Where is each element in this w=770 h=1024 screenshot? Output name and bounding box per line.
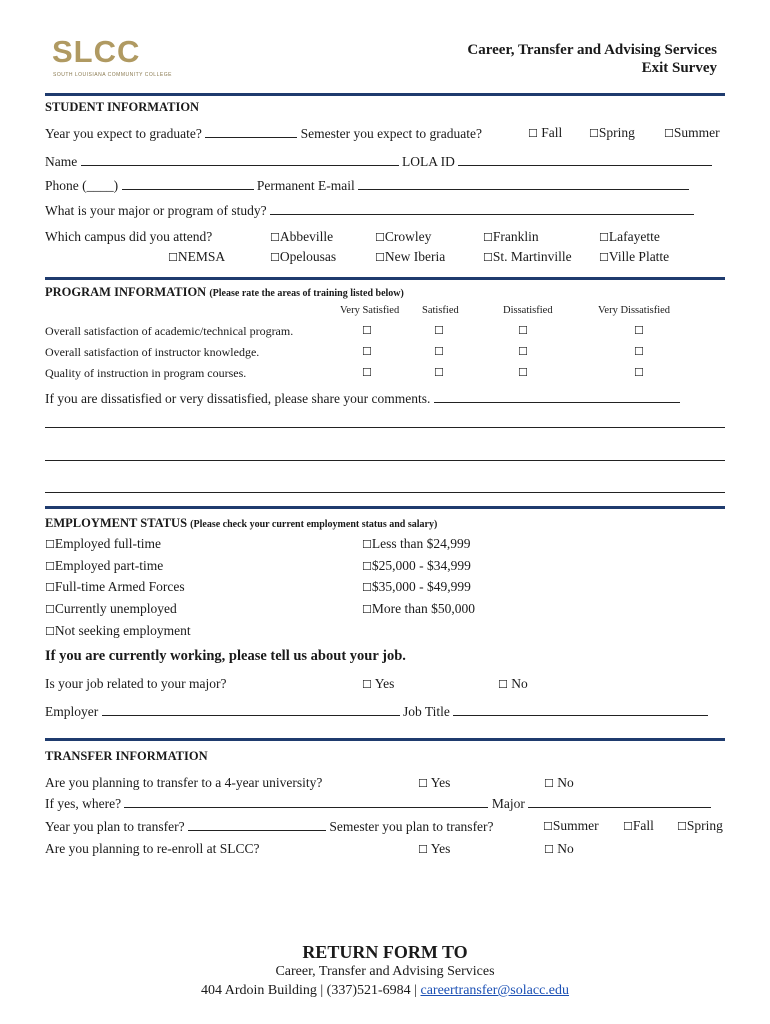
graduation-year-field[interactable]: [205, 125, 297, 138]
status-option[interactable]: ☐Full-time Armed Forces: [45, 579, 185, 594]
rating-checkbox[interactable]: ☐: [634, 324, 644, 337]
rating-checkbox[interactable]: ☐: [362, 324, 372, 337]
rating-checkbox[interactable]: ☐: [434, 324, 444, 337]
comments-line[interactable]: [45, 492, 725, 493]
transfer-yes[interactable]: ☐ Yes: [418, 775, 451, 790]
checkbox-icon[interactable]: ☐: [362, 678, 372, 691]
reenroll-no[interactable]: ☐ No: [544, 841, 574, 856]
grad-fall-option[interactable]: ☐ Fall: [528, 125, 563, 140]
lola-label: LOLA ID: [401, 154, 455, 169]
transfer-major-label: Major: [491, 796, 525, 811]
checkbox-icon[interactable]: ☐: [418, 777, 428, 790]
checkbox-icon[interactable]: ☐: [599, 231, 609, 244]
rating-checkbox[interactable]: ☐: [362, 366, 372, 379]
email-field[interactable]: [358, 177, 689, 190]
checkbox-icon[interactable]: ☐: [45, 538, 55, 551]
status-option[interactable]: ☐Employed full-time: [45, 536, 161, 551]
form-title: Career, Transfer and Advising Services: [467, 42, 717, 58]
divider: [45, 506, 725, 509]
phone-row: [45, 177, 689, 194]
status-option[interactable]: ☐Currently unemployed: [45, 601, 177, 616]
checkbox-icon[interactable]: ☐: [362, 560, 372, 573]
program-section-heading: PROGRAM INFORMATION (Please rate the areas of training listed below): [45, 285, 404, 299]
name-field[interactable]: [81, 153, 399, 166]
name-row: [45, 153, 712, 170]
checkbox-icon[interactable]: ☐: [45, 625, 55, 638]
column-header: Satisfied: [422, 305, 459, 316]
where-field[interactable]: [124, 795, 488, 808]
checkbox-icon[interactable]: ☐: [362, 603, 372, 616]
transfer-where-row: [45, 795, 711, 812]
return-title: RETURN FORM TO: [302, 942, 468, 962]
campus-option[interactable]: ☐NEMSA: [168, 249, 226, 264]
checkbox-icon[interactable]: ☐: [483, 231, 493, 244]
rating-row-label: Overall satisfaction of instructor knowledge.: [45, 345, 260, 359]
checkbox-icon[interactable]: ☐: [270, 231, 280, 244]
comments-field[interactable]: [434, 390, 680, 403]
logo: SLCC: [52, 34, 141, 69]
campus-option[interactable]: ☐Abbeville: [270, 229, 334, 244]
graduation-semester-label: Semester you expect to graduate?: [300, 126, 483, 141]
logo-tagline: SOUTH LOUISIANA COMMUNITY COLLEGE: [53, 72, 172, 78]
name-label: Name: [45, 154, 78, 169]
checkbox-icon[interactable]: ☐: [664, 127, 674, 140]
transfer-major-field[interactable]: [528, 795, 711, 808]
campus-option[interactable]: ☐Crowley: [375, 229, 432, 244]
employer-field[interactable]: [102, 703, 400, 716]
checkbox-icon[interactable]: ☐: [270, 251, 280, 264]
transfer-no[interactable]: ☐ No: [544, 775, 574, 790]
transfer-year-field[interactable]: [188, 818, 326, 831]
checkbox-icon[interactable]: ☐: [498, 678, 508, 691]
column-header: Very Satisfied: [340, 305, 400, 316]
rating-checkbox[interactable]: ☐: [518, 345, 528, 358]
status-option[interactable]: ☐Employed part-time: [45, 558, 164, 573]
salary-option[interactable]: ☐$25,000 - $34,999: [362, 558, 471, 573]
transfer-semester-label: Semester you plan to transfer?: [329, 819, 494, 834]
job-related-yes[interactable]: ☐ Yes: [362, 676, 395, 691]
employer-row: [45, 703, 708, 720]
lola-field[interactable]: [458, 153, 712, 166]
transfer-spring-option[interactable]: ☐Spring: [677, 818, 723, 833]
graduation-year-label: Year you expect to graduate?: [45, 126, 202, 141]
column-header: Very Dissatisfied: [598, 305, 671, 316]
transfer-year-label: Year you plan to transfer?: [45, 819, 185, 834]
checkbox-icon[interactable]: ☐: [45, 603, 55, 616]
checkbox-icon[interactable]: ☐: [375, 251, 385, 264]
email-link[interactable]: careertransfer@solacc.edu: [420, 983, 570, 998]
job-related-label: Is your job related to your major?: [45, 676, 227, 691]
salary-option[interactable]: ☐More than $50,000: [362, 601, 475, 616]
major-field[interactable]: [270, 202, 694, 215]
reenroll-label: Are you planning to re-enroll at SLCC?: [45, 841, 260, 856]
divider: [45, 277, 725, 280]
checkbox-icon[interactable]: ☐: [45, 581, 55, 594]
grad-summer-option[interactable]: ☐Summer: [664, 125, 720, 140]
transfer-section-heading: TRANSFER INFORMATION: [45, 749, 208, 763]
transfer-fall-option[interactable]: ☐Fall: [623, 818, 654, 833]
transfer-year-row: [45, 818, 494, 835]
rating-checkbox[interactable]: ☐: [634, 366, 644, 379]
job-heading: If you are currently working, please tell us about your job.: [45, 648, 406, 664]
return-dept: Career, Transfer and Advising Services: [275, 964, 495, 979]
where-label: If yes, where?: [45, 796, 122, 811]
column-header: Dissatisfied: [503, 305, 553, 316]
campus-option[interactable]: ☐Ville Platte: [599, 249, 670, 264]
checkbox-icon[interactable]: ☐: [362, 538, 372, 551]
program-heading-note: (Please rate the areas of training listed below): [209, 288, 404, 299]
checkbox-icon[interactable]: ☐: [543, 820, 553, 833]
checkbox-icon[interactable]: ☐: [589, 127, 599, 140]
divider: [45, 93, 725, 96]
campus-option[interactable]: ☐Opelousas: [270, 249, 337, 264]
job-title-field[interactable]: [453, 703, 708, 716]
checkbox-icon[interactable]: ☐: [677, 820, 687, 833]
checkbox-icon[interactable]: ☐: [623, 820, 633, 833]
rating-checkbox[interactable]: ☐: [434, 366, 444, 379]
grad-spring-option[interactable]: ☐Spring: [589, 125, 635, 140]
rating-checkbox[interactable]: ☐: [634, 345, 644, 358]
checkbox-icon[interactable]: ☐: [375, 231, 385, 244]
checkbox-icon[interactable]: ☐: [362, 581, 372, 594]
rating-row-label: Quality of instruction in program courses.: [45, 366, 247, 380]
campus-option[interactable]: ☐St. Martinville: [483, 249, 572, 264]
major-row: [45, 202, 694, 219]
campus-option[interactable]: ☐New Iberia: [375, 249, 446, 264]
return-contact: [0, 983, 770, 999]
checkbox-icon[interactable]: ☐: [544, 843, 554, 856]
major-label: What is your major or program of study?: [45, 203, 267, 218]
graduation-year-row: [45, 125, 482, 142]
comments-label: If you are dissatisfied or very dissatisfied, please share your comments.: [45, 391, 431, 406]
student-section-heading: STUDENT INFORMATION: [45, 100, 200, 114]
phone-label: Phone (____): [45, 178, 119, 193]
reenroll-yes[interactable]: ☐ Yes: [418, 841, 451, 856]
employer-label: Employer: [45, 704, 99, 719]
rating-row-label: Overall satisfaction of academic/technical program.: [45, 324, 294, 338]
email-label: Permanent E-mail: [256, 178, 355, 193]
status-option[interactable]: ☐Not seeking employment: [45, 623, 191, 638]
rating-checkbox[interactable]: ☐: [434, 345, 444, 358]
checkbox-icon[interactable]: ☐: [45, 560, 55, 573]
checkbox-icon[interactable]: ☐: [599, 251, 609, 264]
rating-checkbox[interactable]: ☐: [518, 324, 528, 337]
comments-row: [45, 390, 680, 407]
checkbox-icon[interactable]: ☐: [544, 777, 554, 790]
rating-checkbox[interactable]: ☐: [518, 366, 528, 379]
job-related-no[interactable]: ☐ No: [498, 676, 528, 691]
salary-option[interactable]: ☐Less than $24,999: [362, 536, 471, 551]
campus-option[interactable]: ☐Lafayette: [599, 229, 660, 244]
checkbox-icon[interactable]: ☐: [528, 127, 538, 140]
checkbox-icon[interactable]: ☐: [418, 843, 428, 856]
salary-option[interactable]: ☐$35,000 - $49,999: [362, 579, 471, 594]
campus-label: Which campus did you attend?: [45, 229, 213, 244]
return-address: 404 Ardoin Building | (337)521-6984 |: [200, 983, 417, 998]
campus-option[interactable]: ☐Franklin: [483, 229, 539, 244]
comments-line[interactable]: [45, 427, 725, 428]
transfer-summer-option[interactable]: ☐Summer: [543, 818, 599, 833]
employment-section-heading: EMPLOYMENT STATUS (Please check your current employment status and salary): [45, 516, 438, 530]
comments-line[interactable]: [45, 460, 725, 461]
phone-field[interactable]: [122, 177, 254, 190]
divider: [45, 738, 725, 741]
checkbox-icon[interactable]: ☐: [168, 251, 178, 264]
rating-checkbox[interactable]: ☐: [362, 345, 372, 358]
employment-heading-note: (Please check your current employment status and salary): [190, 519, 438, 530]
form-subtitle: Exit Survey: [641, 60, 717, 76]
transfer-plan-label: Are you planning to transfer to a 4-year university?: [45, 775, 323, 790]
checkbox-icon[interactable]: ☐: [483, 251, 493, 264]
job-title-label: Job Title: [403, 704, 450, 719]
